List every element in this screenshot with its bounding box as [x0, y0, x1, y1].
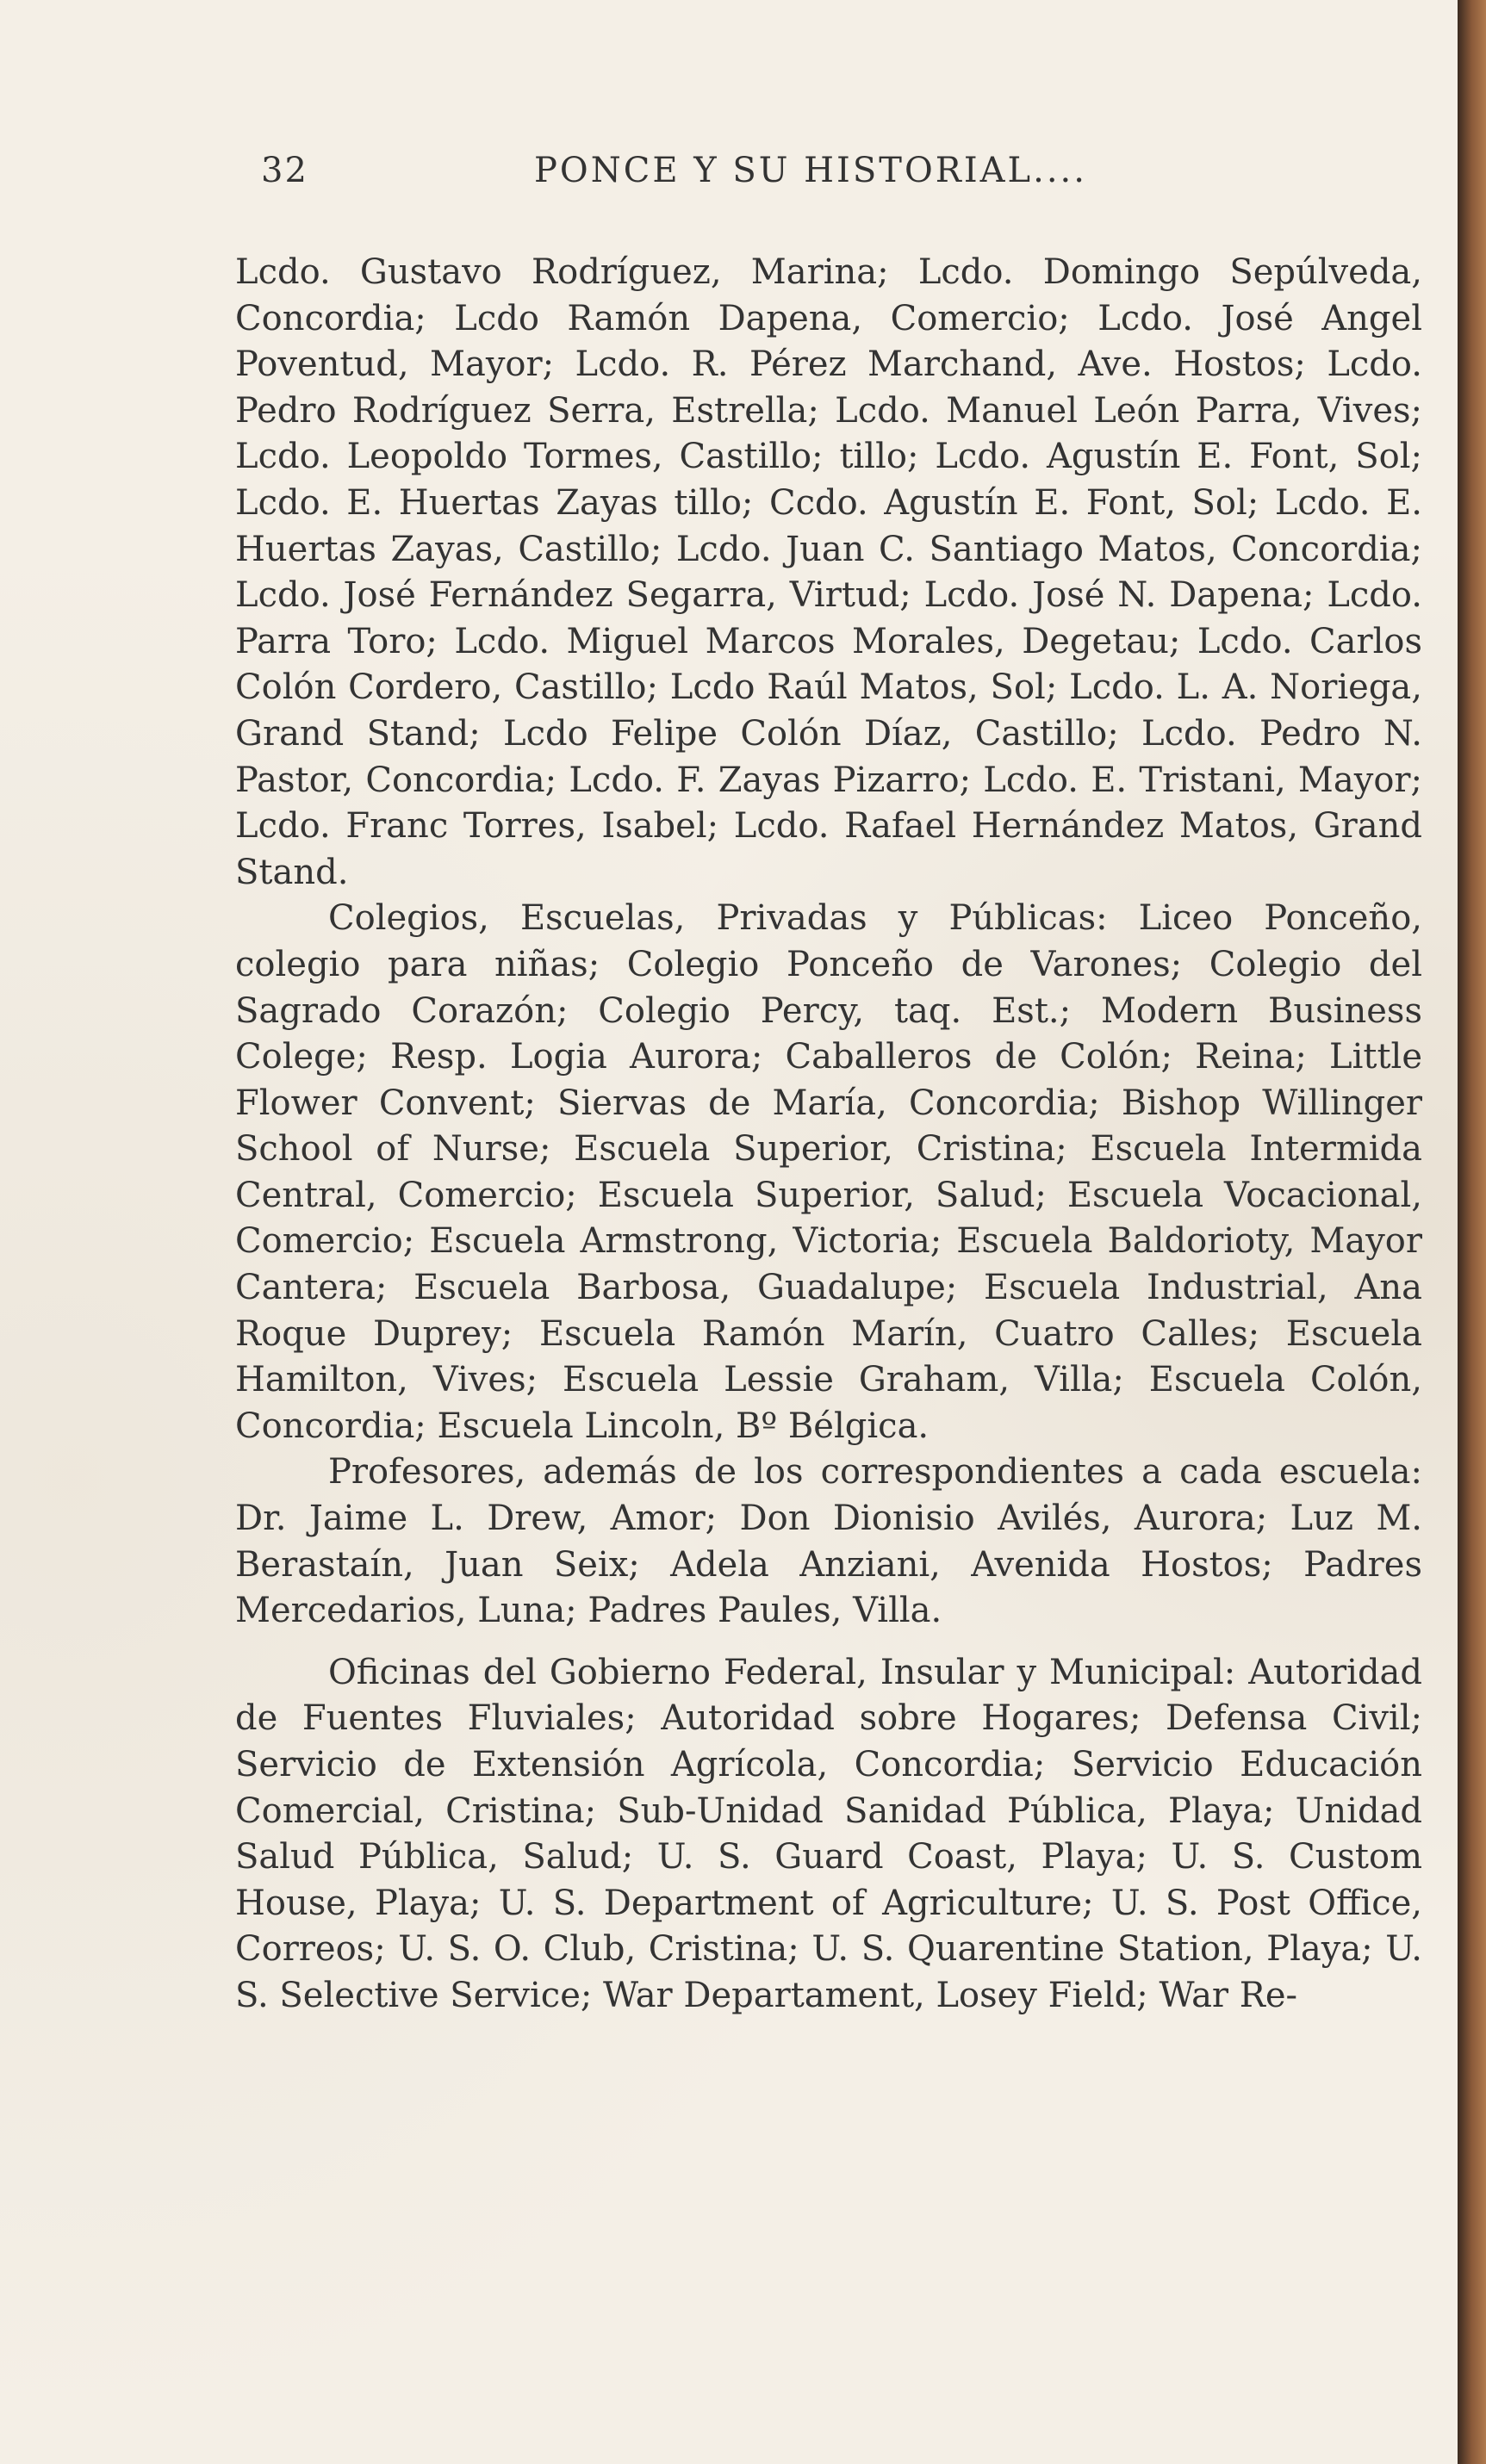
paragraph-government-offices: Oficinas del Gobierno Federal, Insular y Municipal: Autoridad de Fuentes Fluviales; Autoridad sobre Hogares; Defensa Civil; Servicio de Extensión Agrícola, Concordia; Servicio Educación Comercial, Cristina; Sub-Unidad Sanidad Pública, Playa; Unidad Salud Pública, Salud; U. S. Guard Coast, Playa; U. S. Custom House, Playa; U. S. Department of Agriculture; U. S. Post Office, Correos; U. S. O. Club, Cristina; U. S. Quarentine Station, Playa; U. S. Selective Service; War Departament, Losey Field; War Re-	[235, 1652, 1422, 2015]
running-title: PONCE Y SU HISTORIAL....	[534, 151, 1087, 190]
page-edge	[1458, 0, 1486, 2464]
page-header	[0, 151, 1458, 211]
body-text	[235, 250, 1422, 2020]
page-number: 32	[261, 151, 308, 190]
paragraph-lawyers: Lcdo. Gustavo Rodríguez, Marina; Lcdo. Domingo Sepúlveda, Concordia; Lcdo Ramón Dapena, Comercio; Lcdo. José Angel Poventud, Mayor; Lcdo. R. Pérez Marchand, Ave. Hostos; Lcdo. Pedro Rodríguez Serra, Estrella; Lcdo. Manuel León Parra, Vives; Lcdo. Leopoldo Tormes, Castillo; tillo; Lcdo. Agustín E. Font, Sol; Lcdo. E. Huertas Zayas tillo; Ccdo. Agustín E. Font, Sol; Lcdo. E. Huertas Zayas, Castillo; Lcdo. Juan C. Santiago Matos, Concordia; Lcdo. José Fernández Segarra, Virtud; Lcdo. José N. Dapena; Lcdo. Parra Toro; Lcdo. Miguel Marcos Morales, Degetau; Lcdo. Carlos Colón Cordero, Castillo; Lcdo Raúl Matos, Sol; Lcdo. L. A. Noriega, Grand Stand; Lcdo Felipe Colón Díaz, Castillo; Lcdo. Pedro N. Pastor, Concordia; Lcdo. F. Zayas Pizarro; Lcdo. E. Tristani, Mayor; Lcdo. Franc Torres, Isabel; Lcdo. Rafael Hernández Matos, Grand Stand.	[235, 252, 1422, 892]
paragraph-schools: Colegios, Escuelas, Privadas y Públicas: Liceo Ponceño, colegio para niñas; Colegio Ponceño de Varones; Colegio del Sagrado Corazón; Colegio Percy, taq. Est.; Modern Business Colege; Resp. Logia Aurora; Caballeros de Colón; Reina; Little Flower Convent; Siervas de María, Concordia; Bishop Willinger School of Nurse; Escuela Superior, Cristina; Escuela Intermida Central, Comercio; Escuela Superior, Salud; Escuela Vocacional, Comercio; Escuela Armstrong, Victoria; Escuela Baldorioty, Mayor Cantera; Escuela Barbosa, Guadalupe; Escuela Industrial, Ana Roque Duprey; Escuela Ramón Marín, Cuatro Calles; Escuela Hamilton, Vives; Escuela Lessie Graham, Villa; Escuela Colón, Concordia; Escuela Lincoln, Bº Bélgica.	[235, 898, 1422, 1446]
paragraph-teachers: Profesores, además de los correspondientes a cada escuela: Dr. Jaime L. Drew, Amor; Don Dionisio Avilés, Aurora; Luz M. Berastaín, Juan Seix; Adela Anziani, Avenida Hostos; Padres Mercedarios, Luna; Padres Paules, Villa.	[235, 1452, 1422, 1631]
